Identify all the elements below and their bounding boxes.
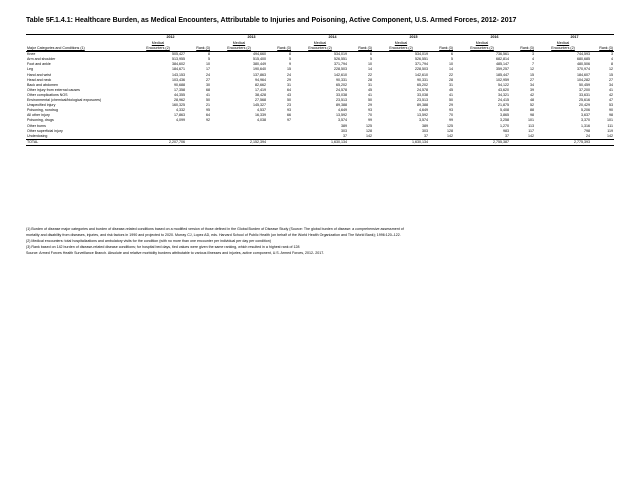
rank-cell: 101 — [528, 118, 534, 123]
rank-cell: 6 — [451, 52, 453, 57]
rank-cell: 29 — [368, 103, 372, 108]
rank-cell: 125 — [366, 123, 372, 128]
encounters-cell: 494,660 — [253, 52, 266, 57]
rank-cell: 142 — [366, 133, 372, 138]
encounters-cell: 17,358 — [174, 87, 185, 92]
rank-header: Rank (3) — [267, 46, 292, 52]
encounters-cell: 303 — [341, 128, 347, 133]
rank-cell: 5 — [451, 57, 453, 62]
encounters-cell: 33,631 — [579, 92, 590, 97]
encounters-cell: 89,388 — [336, 103, 347, 108]
rank-cell: 14 — [368, 67, 372, 72]
category-cell: Other superficial injury — [27, 128, 63, 133]
rank-cell: 93 — [449, 108, 453, 113]
rank-cell: 93 — [287, 108, 291, 113]
rank-header: Rank (3) — [591, 46, 614, 52]
encounters-cell: 3,574 — [338, 118, 347, 123]
encounters-cell: 160,325 — [172, 103, 185, 108]
rank-cell: 12 — [530, 67, 534, 72]
rank-cell: 66 — [287, 113, 291, 118]
encounters-cell: 3,574 — [419, 118, 428, 123]
rank-cell: 48 — [530, 98, 534, 103]
encounters-cell: 359,257 — [496, 67, 509, 72]
footnotes — [26, 226, 616, 256]
encounters-cell: 38,428 — [255, 92, 266, 97]
encounters-cell: 4,649 — [338, 108, 347, 113]
category-cell: Other burns — [27, 123, 46, 128]
category-cell: Environmental (chemical/biological exposures) — [27, 98, 102, 103]
encounters-cell: 16,339 — [255, 113, 266, 118]
rank-cell: 50 — [368, 98, 372, 103]
encounters-cell: 103,436 — [172, 77, 185, 82]
rank-cell: 22 — [449, 72, 453, 77]
rank-cell: 119 — [607, 128, 613, 133]
encounters-header: Encounters (2) — [454, 46, 510, 52]
encounters-cell: 43,620 — [498, 87, 509, 92]
encounters-cell: 102,959 — [496, 77, 509, 82]
category-cell: Poisoning, nondrug — [27, 108, 58, 113]
category-cell: TOTAL — [26, 139, 130, 145]
rank-cell: 113 — [528, 123, 534, 128]
category-cell: Unspecified injury — [27, 103, 56, 108]
encounters-cell: 371,794 — [334, 62, 347, 67]
rank-cell — [591, 139, 614, 145]
encounters-cell: 24,578 — [417, 87, 428, 92]
encounters-cell: 82,662 — [255, 82, 266, 87]
encounters-cell: 142,610 — [415, 72, 428, 77]
encounters-cell: 303 — [422, 128, 428, 133]
category-cell: Knee — [27, 52, 36, 57]
encounters-cell: 23,513 — [336, 98, 347, 103]
rank-cell: 23 — [287, 103, 291, 108]
category-cell: Arm and shoulder — [27, 57, 56, 62]
footnote: mortality and disability from diseases, injuries, and risk factors in 1990 and projected to 2020. Murray CJ, Lopez AD, eds. Harvard School of Public Health (on behalf of the World Health Organization and The World Bank); 1996:120–122. — [26, 233, 401, 238]
encounters-cell: 143,153 — [172, 72, 185, 77]
encounters-cell: 370,974 — [577, 67, 590, 72]
encounters-cell: 1,270 — [500, 123, 509, 128]
rank-cell: 41 — [609, 87, 613, 92]
category-cell: Foot and ankle — [27, 62, 51, 67]
encounters-cell: 37 — [505, 133, 509, 138]
encounters-cell: 17,863 — [174, 113, 185, 118]
category-cell: Hand and wrist — [27, 72, 51, 77]
medical-label: Medical — [394, 41, 408, 45]
encounters-cell: 384,602 — [172, 62, 185, 67]
encounters-cell: 24,415 — [498, 98, 509, 103]
rank-cell: 42 — [530, 92, 534, 97]
rank-cell — [429, 139, 454, 145]
year-header: 2017 — [535, 35, 614, 42]
rank-cell: 15 — [287, 67, 291, 72]
encounters-cell: 13,592 — [417, 113, 428, 118]
year-header: 2016 — [454, 35, 535, 42]
encounters-cell: 2,775,393 — [535, 139, 591, 145]
encounters-cell: 371,794 — [415, 62, 428, 67]
category-cell: Back and abdomen — [27, 82, 58, 87]
encounters-cell: 4,649 — [419, 108, 428, 113]
encounters-cell: 13,592 — [336, 113, 347, 118]
rank-cell: 31 — [287, 82, 291, 87]
category-cell: Underdosing — [27, 133, 48, 138]
encounters-cell: 33,038 — [336, 92, 347, 97]
encounters-cell: 680,685 — [577, 57, 590, 62]
rank-cell: 30 — [206, 82, 210, 87]
year-header: 2013 — [211, 35, 292, 42]
encounters-cell: 480,506 — [577, 62, 590, 67]
rank-cell: 10 — [206, 62, 210, 67]
rank-cell: 28 — [368, 77, 372, 82]
encounters-cell: 44,355 — [174, 92, 185, 97]
encounters-cell: 682,814 — [496, 57, 509, 62]
rank-cell: 4 — [532, 57, 534, 62]
medical-label: Medical — [313, 41, 327, 45]
encounters-cell: 34,321 — [498, 92, 509, 97]
rank-cell — [348, 139, 373, 145]
encounters-cell: 4,038 — [257, 118, 266, 123]
rank-cell: 5 — [289, 57, 291, 62]
rank-cell: 95 — [206, 108, 210, 113]
encounters-cell: 505,427 — [172, 52, 185, 57]
rank-cell: 92 — [206, 118, 210, 123]
rank-cell: 93 — [368, 108, 372, 113]
encounters-cell: 190,640 — [253, 67, 266, 72]
rank-cell: 22 — [368, 72, 372, 77]
encounters-cell: 526,551 — [415, 57, 428, 62]
encounters-cell: 21,875 — [498, 103, 509, 108]
rank-cell: 50 — [449, 98, 453, 103]
rank-cell: 142 — [447, 133, 453, 138]
rank-cell: 97 — [287, 118, 291, 123]
rank-cell: 99 — [368, 118, 372, 123]
category-cell: Poisoning, drugs — [27, 118, 54, 123]
rank-cell: 10 — [368, 62, 372, 67]
rank-cell: 29 — [449, 103, 453, 108]
encounters-cell: 145,327 — [253, 103, 266, 108]
encounters-cell: 3,637 — [581, 113, 590, 118]
encounters-cell: 526,551 — [334, 57, 347, 62]
rank-header: Rank (3) — [510, 46, 535, 52]
encounters-cell: 90,331 — [336, 77, 347, 82]
rank-cell: 88 — [530, 108, 534, 113]
rank-cell: 12 — [609, 67, 613, 72]
rank-cell: 27 — [530, 77, 534, 82]
rank-cell: 31 — [368, 82, 372, 87]
rank-cell: 128 — [366, 128, 372, 133]
encounters-cell: 2,152,394 — [211, 139, 267, 145]
medical-label: Medical — [151, 41, 165, 45]
table-body — [26, 52, 614, 146]
rank-cell: 45 — [449, 87, 453, 92]
rank-cell: 7 — [532, 62, 534, 67]
rank-cell: 4 — [611, 57, 613, 62]
rank-cell: 53 — [609, 103, 613, 108]
encounters-cell: 228,503 — [415, 67, 428, 72]
rank-cell: 98 — [609, 113, 613, 118]
encounters-cell: 185,447 — [496, 72, 509, 77]
rank-cell: 70 — [449, 113, 453, 118]
rank-cell: 41 — [206, 92, 210, 97]
encounters-cell: 65,202 — [336, 82, 347, 87]
rank-cell: 27 — [609, 77, 613, 82]
encounters-cell: 380,449 — [253, 62, 266, 67]
rank-cell: 41 — [368, 92, 372, 97]
rank-cell — [186, 139, 211, 145]
rank-cell: 111 — [607, 123, 613, 128]
rank-cell: 28 — [449, 77, 453, 82]
encounters-cell: 17,419 — [255, 87, 266, 92]
encounters-cell: 184,671 — [172, 67, 185, 72]
encounters-cell: 50,459 — [579, 82, 590, 87]
rank-cell: 34 — [609, 82, 613, 87]
encounters-header: Encounters (2) — [535, 46, 591, 52]
rank-cell: 43 — [287, 92, 291, 97]
rank-cell: 101 — [607, 118, 613, 123]
encounters-cell: 2,755,387 — [454, 139, 510, 145]
encounters-cell: 389 — [422, 123, 428, 128]
encounters-cell: 2,207,706 — [130, 139, 186, 145]
encounters-cell: 25,616 — [579, 98, 590, 103]
encounters-cell: 142,610 — [334, 72, 347, 77]
rank-cell: 21 — [206, 103, 210, 108]
category-cell: Head and neck — [27, 77, 52, 82]
rank-cell: 98 — [530, 113, 534, 118]
encounters-cell: 983 — [503, 128, 509, 133]
encounters-cell: 37,200 — [579, 87, 590, 92]
rank-cell: 15 — [530, 72, 534, 77]
footnote: (1) Burden of disease major categories and burden of disease-related conditions based on a modified version of those defined in the Global Burden of Disease Study (Source: The global burden of disease: a comprehensive assessment of — [26, 227, 404, 231]
encounters-cell: 736,561 — [496, 52, 509, 57]
rank-cell: 34 — [530, 82, 534, 87]
burden-table — [26, 34, 614, 146]
rank-cell: 24 — [206, 72, 210, 77]
encounters-cell: 37 — [343, 133, 347, 138]
rank-cell: 45 — [368, 87, 372, 92]
medical-label: Medical — [556, 41, 570, 45]
rank-cell: 64 — [287, 87, 291, 92]
year-header: 2014 — [292, 35, 373, 42]
encounters-cell: 1,316 — [581, 123, 590, 128]
footnote: (3) Rank based on 142 burden of disease-related disease conditions; for hospital bed days, tied values were given the same ranking, which resulted in a highest rank of 128 — [26, 245, 300, 250]
encounters-cell: 5,206 — [581, 108, 590, 113]
encounters-header: Encounters (2) — [130, 46, 186, 52]
encounters-cell: 37 — [424, 133, 428, 138]
rank-cell: 29 — [287, 77, 291, 82]
encounters-cell: 20,429 — [579, 103, 590, 108]
encounters-header: Encounters (2) — [292, 46, 348, 52]
category-header: Major Categories and Conditions (1) — [26, 46, 130, 52]
encounters-cell: 534,019 — [334, 52, 347, 57]
rank-cell: 31 — [449, 82, 453, 87]
encounters-cell: 28,962 — [174, 98, 185, 103]
rank-cell: 99 — [449, 118, 453, 123]
encounters-cell: 24,578 — [336, 87, 347, 92]
encounters-cell: 513,955 — [172, 57, 185, 62]
rank-header: Rank (3) — [348, 46, 373, 52]
rank-cell: 9 — [289, 62, 291, 67]
encounters-cell: 89,388 — [417, 103, 428, 108]
rank-cell: 70 — [368, 113, 372, 118]
encounters-cell: 94,964 — [255, 77, 266, 82]
rank-cell — [267, 139, 292, 145]
rank-cell: 10 — [449, 62, 453, 67]
encounters-cell: 33,038 — [417, 92, 428, 97]
medical-label: Medical — [232, 41, 246, 45]
rank-cell: 142 — [607, 133, 613, 138]
encounters-cell: 485,147 — [496, 62, 509, 67]
total-row — [26, 139, 614, 145]
rank-cell: 24 — [287, 72, 291, 77]
rank-cell: 41 — [449, 92, 453, 97]
encounters-cell: 184,607 — [577, 72, 590, 77]
encounters-cell: 54,122 — [498, 82, 509, 87]
rank-cell: 42 — [609, 92, 613, 97]
rank-header: Rank (3) — [186, 46, 211, 52]
rank-cell: 39 — [530, 87, 534, 92]
category-cell: Other injury from external causes — [27, 87, 80, 92]
rank-cell: 90 — [609, 108, 613, 113]
rank-cell: 117 — [528, 128, 534, 133]
encounters-cell: 3,370 — [581, 118, 590, 123]
rank-cell: 15 — [609, 72, 613, 77]
rank-cell: 3 — [532, 52, 534, 57]
source-note: Source: Armed Forces Health Surveillance Branch. Absolute and relative morbidity burdens attributable to various illnesses and injuries, active component, U.S. Armed Forces, 2012- 2017. — [26, 251, 325, 256]
category-cell: All other injury — [27, 113, 50, 118]
rank-cell: 6 — [370, 52, 372, 57]
rank-cell: 8 — [611, 62, 613, 67]
encounters-cell: 104,282 — [577, 77, 590, 82]
encounters-cell: 1,630,134 — [373, 139, 429, 145]
rank-cell: 125 — [447, 123, 453, 128]
category-cell: Other complications NOS — [27, 92, 68, 97]
category-cell: Leg — [27, 67, 33, 72]
rank-cell: 17 — [206, 67, 210, 72]
encounters-cell: 228,503 — [334, 67, 347, 72]
encounters-cell: 90,331 — [417, 77, 428, 82]
rank-cell: 128 — [447, 128, 453, 133]
rank-cell: 8 — [208, 52, 210, 57]
rank-cell: 47 — [609, 98, 613, 103]
encounters-cell: 65,202 — [417, 82, 428, 87]
encounters-cell: 24 — [586, 133, 590, 138]
rank-cell: 5 — [370, 57, 372, 62]
footnote: (2) Medical encounters: total hospitalizations and ambulatory visits for the condition (with no more than one encounter per individual per day per condition) — [26, 239, 271, 244]
rank-cell: 50 — [287, 98, 291, 103]
encounters-cell: 534,019 — [415, 52, 428, 57]
rank-header: Rank (3) — [429, 46, 454, 52]
encounters-cell: 744,593 — [577, 52, 590, 57]
year-header: 2012 — [130, 35, 211, 42]
encounters-cell: 23,513 — [417, 98, 428, 103]
encounters-cell: 798 — [584, 128, 590, 133]
rank-cell: 68 — [206, 87, 210, 92]
encounters-cell: 389 — [341, 123, 347, 128]
encounters-cell: 4,332 — [176, 108, 185, 113]
encounters-cell: 1,630,134 — [292, 139, 348, 145]
rank-cell: 8 — [289, 52, 291, 57]
rank-cell: 27 — [206, 77, 210, 82]
encounters-cell: 4,537 — [257, 108, 266, 113]
rank-cell: 3 — [611, 52, 613, 57]
medical-label: Medical — [475, 41, 489, 45]
year-header: 2015 — [373, 35, 454, 42]
rank-cell: 14 — [449, 67, 453, 72]
encounters-cell: 5,408 — [500, 108, 509, 113]
encounters-cell: 137,863 — [253, 72, 266, 77]
encounters-cell: 90,688 — [174, 82, 185, 87]
encounters-cell: 515,400 — [253, 57, 266, 62]
rank-cell — [510, 139, 535, 145]
rank-cell: 50 — [206, 98, 210, 103]
encounters-cell: 27,568 — [255, 98, 266, 103]
encounters-header: Encounters (2) — [211, 46, 267, 52]
rank-cell: 64 — [206, 113, 210, 118]
encounters-cell: 3,258 — [500, 118, 509, 123]
rank-cell: 5 — [208, 57, 210, 62]
rank-cell: 52 — [530, 103, 534, 108]
encounters-cell: 4,099 — [176, 118, 185, 123]
encounters-cell: 3,865 — [500, 113, 509, 118]
encounters-header: Encounters (2) — [373, 46, 429, 52]
rank-cell: 142 — [528, 133, 534, 138]
table-title: Table 5F.1.4.1: Healthcare Burden, as Medical Encounters, Attributable to Injuries and Poisoning, Active Component, U.S. Armed Forces, 2012- 2017 — [26, 17, 517, 24]
